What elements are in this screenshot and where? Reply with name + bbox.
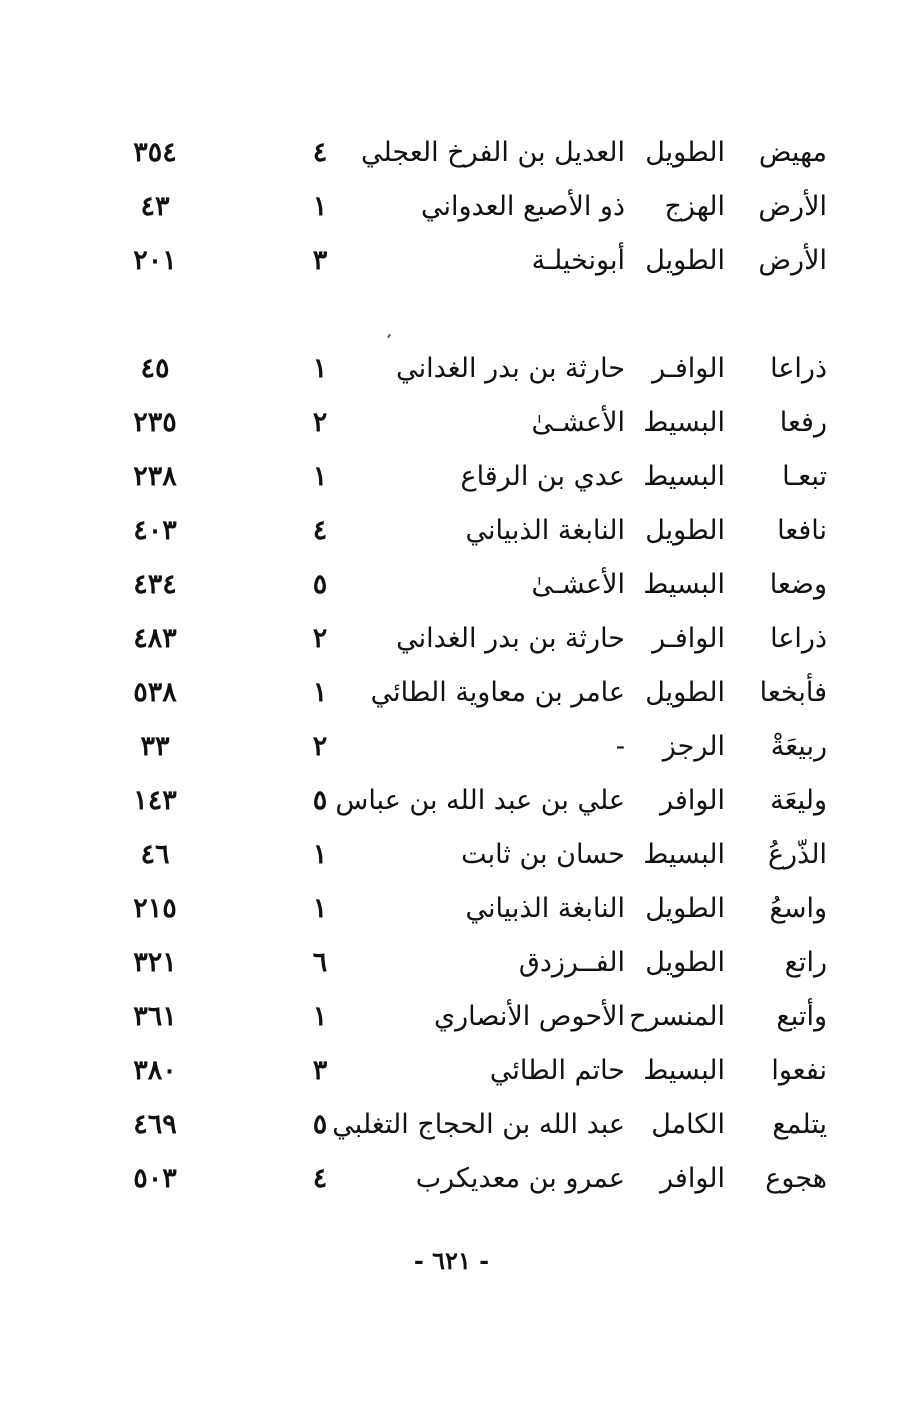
verse-count: ٥ <box>312 1109 328 1140</box>
meter-name: الوافر <box>660 785 725 816</box>
poet-name: الأعشـىٰ <box>531 569 625 600</box>
verse-count: ١ <box>312 1001 328 1032</box>
rhyme-word: وأتبع <box>776 1001 827 1032</box>
meter-name: الطويل <box>645 893 725 924</box>
verse-count: ٣ <box>312 245 328 276</box>
page-ref: ١٤٣ <box>133 785 177 816</box>
meter-name: الطويل <box>645 947 725 978</box>
index-group-1 <box>0 126 903 288</box>
poet-name: عمرو بن معديكرب <box>415 1163 625 1194</box>
page-ref: ٥٠٣ <box>133 1163 177 1194</box>
page-ref: ٤٣٤ <box>133 569 177 600</box>
poet-name: حاتم الطائي <box>489 1055 625 1086</box>
page-ref: ٢٠١ <box>133 245 177 276</box>
page-ref: ٤٦ <box>140 839 170 870</box>
meter-name: الوافـر <box>652 353 725 384</box>
page-ref: ٣٨٠ <box>133 1055 177 1086</box>
verse-count: ١ <box>312 461 328 492</box>
table-row <box>0 990 903 1044</box>
page-ref: ٢٣٨ <box>133 461 177 492</box>
page-ref: ٣٢١ <box>133 947 177 978</box>
page-ref: ٤٨٣ <box>133 623 177 654</box>
verse-count: ٢ <box>312 407 328 438</box>
poet-name: - <box>615 731 625 762</box>
verse-count: ٢ <box>312 731 328 762</box>
table-row <box>0 1098 903 1152</box>
rhyme-word: الذّرعُ <box>767 839 827 870</box>
meter-name: البسيط <box>643 461 725 492</box>
page-ref: ٤٣ <box>140 191 170 222</box>
verse-count: ٢ <box>312 623 328 654</box>
poet-name: الأحوص الأنصاري <box>434 1001 625 1032</box>
page-ref: ٣٦١ <box>133 1001 177 1032</box>
meter-name: الوافر <box>660 1163 725 1194</box>
poet-name: علي بن عبد الله بن عباس <box>335 785 625 816</box>
table-row <box>0 882 903 936</box>
rhyme-word: ذراعا <box>770 353 827 384</box>
verse-count: ٤ <box>312 515 328 546</box>
table-row <box>0 558 903 612</box>
rhyme-word: الأرض <box>758 191 827 222</box>
poet-name: أبونخيلـة <box>531 245 625 276</box>
rhyme-word: هجوع <box>765 1163 827 1194</box>
meter-name: الطويل <box>645 677 725 708</box>
meter-name: البسيط <box>643 407 725 438</box>
table-row <box>0 342 903 396</box>
table-row <box>0 1152 903 1206</box>
table-row <box>0 828 903 882</box>
verse-count: ١ <box>312 893 328 924</box>
table-row <box>0 504 903 558</box>
meter-name: الطويل <box>645 137 725 168</box>
verse-count: ١ <box>312 677 328 708</box>
rhyme-word: الأرض <box>758 245 827 276</box>
table-row <box>0 450 903 504</box>
rhyme-word: ربيعَةْ <box>770 731 827 762</box>
page-ref: ٤٥ <box>140 353 170 384</box>
table-row <box>0 180 903 234</box>
meter-name: الطويل <box>645 245 725 276</box>
table-row <box>0 612 903 666</box>
verse-count: ١ <box>312 191 328 222</box>
table-row <box>0 396 903 450</box>
poet-name: عدي بن الرقاع <box>460 461 625 492</box>
rhyme-word: ذراعا <box>770 623 827 654</box>
rhyme-word: نفعوا <box>771 1055 827 1086</box>
verse-count: ٥ <box>312 785 328 816</box>
table-row <box>0 720 903 774</box>
page-number: - ٦٢١ - <box>413 1246 490 1275</box>
meter-name: الطويل <box>645 515 725 546</box>
meter-name: البسيط <box>643 1055 725 1086</box>
verse-count: ٦ <box>312 947 328 978</box>
table-row <box>0 234 903 288</box>
poet-name: الفــرزدق <box>518 947 625 978</box>
rhyme-word: نافعا <box>777 515 827 546</box>
poet-name: حارثة بن بدر الغداني <box>396 623 625 654</box>
page-ref: ٣٥٤ <box>133 137 177 168</box>
table-row <box>0 774 903 828</box>
meter-name: الكامل <box>651 1109 725 1140</box>
verse-count: ٣ <box>312 1055 328 1086</box>
verse-count: ٤ <box>312 137 328 168</box>
rhyme-word: راتع <box>784 947 827 978</box>
rhyme-word: تبعـا <box>782 461 827 492</box>
page-ref: ٢١٥ <box>133 893 177 924</box>
rhyme-word: فأبخعا <box>759 677 827 708</box>
poet-name: حسان بن ثابت <box>461 839 625 870</box>
poet-name: عبد الله بن الحجاج التغلبي <box>332 1109 625 1140</box>
page-ref: ٥٣٨ <box>133 677 177 708</box>
meter-name: البسيط <box>643 569 725 600</box>
poet-name: الأعشـىٰ <box>531 407 625 438</box>
index-group-2 <box>0 342 903 1206</box>
verse-count: ٤ <box>312 1163 328 1194</box>
rhyme-word: رفعا <box>779 407 827 438</box>
page-ref: ٤٦٩ <box>133 1109 177 1140</box>
page-ref: ٤٠٣ <box>133 515 177 546</box>
poet-name: حارثة بن بدر الغداني <box>396 353 625 384</box>
table-row <box>0 936 903 990</box>
rhyme-word: مهيض <box>758 137 827 168</box>
poet-name: النابغة الذبياني <box>465 515 625 546</box>
table-row <box>0 1044 903 1098</box>
meter-name: المنسرح <box>629 1001 725 1032</box>
poet-name: العديل بن الفرخ العجلي <box>360 137 625 168</box>
meter-name: الوافـر <box>652 623 725 654</box>
meter-name: الهزج <box>664 191 725 222</box>
rhyme-word: وضعا <box>769 569 827 600</box>
meter-name: البسيط <box>643 839 725 870</box>
meter-name: الرجز <box>662 731 725 762</box>
rhyme-word: يتلمع <box>772 1109 827 1140</box>
rhyme-word: وليعَة <box>770 785 827 816</box>
poet-name: عامر بن معاوية الطائي <box>370 677 625 708</box>
verse-count: ١ <box>312 839 328 870</box>
table-row <box>0 126 903 180</box>
verse-count: ٥ <box>312 569 328 600</box>
table-row <box>0 666 903 720</box>
poet-name: النابغة الذبياني <box>465 893 625 924</box>
rhyme-word: واسعُ <box>769 893 827 924</box>
print-speck <box>387 334 391 338</box>
verse-count: ١ <box>312 353 328 384</box>
page-ref: ٣٣ <box>140 731 170 762</box>
poet-name: ذو الأصبع العدواني <box>420 191 625 222</box>
page-ref: ٢٣٥ <box>133 407 177 438</box>
